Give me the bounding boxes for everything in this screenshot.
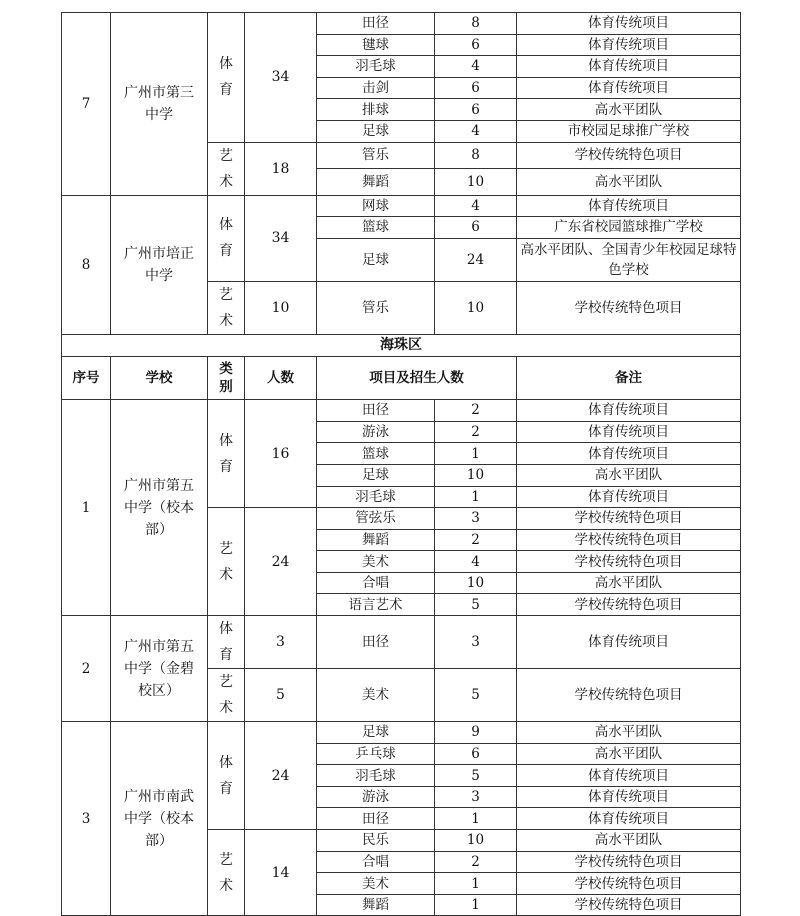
project-name: 美术 [317, 669, 435, 722]
project-note: 体育传统项目 [517, 616, 741, 669]
project-note: 体育传统项目 [517, 13, 741, 35]
project-count: 8 [435, 142, 517, 169]
project-count: 24 [435, 238, 517, 281]
project-note: 学校传统特色项目 [517, 873, 741, 895]
project-count: 10 [435, 572, 517, 594]
project-name: 羽毛球 [317, 56, 435, 78]
project-name: 游泳 [317, 786, 435, 808]
project-count: 5 [435, 765, 517, 787]
project-count: 8 [435, 13, 517, 35]
project-note: 学校传统特色项目 [517, 282, 741, 335]
project-name: 民乐 [317, 830, 435, 852]
header-category: 类别 [208, 356, 245, 399]
art-total: 5 [245, 669, 317, 722]
project-name: 田径 [317, 616, 435, 669]
project-name: 篮球 [317, 217, 435, 239]
category-pe: 体育 [208, 400, 245, 508]
category-art: 艺术 [208, 508, 245, 616]
project-note: 高水平团队 [517, 830, 741, 852]
project-note: 高水平团队 [517, 169, 741, 196]
project-note: 学校传统特色项目 [517, 894, 741, 916]
project-count: 5 [435, 594, 517, 616]
project-name: 足球 [317, 120, 435, 142]
project-name: 舞蹈 [317, 529, 435, 551]
project-note: 学校传统特色项目 [517, 142, 741, 169]
project-count: 2 [435, 400, 517, 422]
category-pe: 体育 [208, 13, 245, 143]
project-note: 学校传统特色项目 [517, 669, 741, 722]
project-note: 高水平团队 [517, 743, 741, 765]
seq-cell: 1 [62, 400, 111, 616]
project-count: 4 [435, 120, 517, 142]
category-pe: 体育 [208, 722, 245, 830]
school-name: 广州市第五中学（校本部） [111, 400, 208, 616]
pe-total: 34 [245, 195, 317, 282]
project-note: 体育传统项目 [517, 421, 741, 443]
project-note: 广东省校园篮球推广学校 [517, 217, 741, 239]
project-note: 高水平团队 [517, 464, 741, 486]
project-note: 体育传统项目 [517, 443, 741, 465]
art-total: 14 [245, 830, 317, 916]
project-name: 毽球 [317, 34, 435, 56]
project-count: 1 [435, 443, 517, 465]
project-name: 田径 [317, 808, 435, 830]
project-name: 足球 [317, 464, 435, 486]
project-count: 10 [435, 464, 517, 486]
project-note: 体育传统项目 [517, 486, 741, 508]
project-note: 体育传统项目 [517, 77, 741, 99]
header-count: 人数 [245, 356, 317, 399]
project-note: 体育传统项目 [517, 786, 741, 808]
project-name: 合唱 [317, 572, 435, 594]
pe-total: 16 [245, 400, 317, 508]
project-name: 管乐 [317, 142, 435, 169]
project-count: 9 [435, 722, 517, 744]
project-name: 击剑 [317, 77, 435, 99]
school-name: 广州市第三中学 [111, 13, 208, 196]
project-count: 6 [435, 743, 517, 765]
school-name: 广州市南武中学（校本部） [111, 722, 208, 916]
project-count: 3 [435, 508, 517, 530]
project-note: 高水平团队 [517, 722, 741, 744]
project-note: 学校传统特色项目 [517, 551, 741, 573]
project-note: 高水平团队 [517, 99, 741, 121]
project-count: 1 [435, 894, 517, 916]
project-name: 羽毛球 [317, 486, 435, 508]
school-name: 广州市第五中学（金碧校区） [111, 616, 208, 722]
project-name: 足球 [317, 722, 435, 744]
project-name: 乒乓球 [317, 743, 435, 765]
header-school: 学校 [111, 356, 208, 399]
project-name: 美术 [317, 873, 435, 895]
project-name: 舞蹈 [317, 169, 435, 196]
project-name: 管乐 [317, 282, 435, 335]
category-art: 艺术 [208, 669, 245, 722]
project-count: 3 [435, 616, 517, 669]
project-count: 1 [435, 486, 517, 508]
category-art: 艺术 [208, 142, 245, 195]
project-name: 羽毛球 [317, 765, 435, 787]
project-count: 2 [435, 529, 517, 551]
project-name: 合唱 [317, 851, 435, 873]
pe-total: 24 [245, 722, 317, 830]
project-count: 2 [435, 851, 517, 873]
project-count: 6 [435, 77, 517, 99]
project-count: 1 [435, 873, 517, 895]
project-note: 体育传统项目 [517, 56, 741, 78]
project-note: 学校传统特色项目 [517, 594, 741, 616]
project-count: 2 [435, 421, 517, 443]
project-count: 10 [435, 282, 517, 335]
category-pe: 体育 [208, 616, 245, 669]
project-name: 田径 [317, 400, 435, 422]
header-seq: 序号 [62, 356, 111, 399]
project-name: 篮球 [317, 443, 435, 465]
project-name: 田径 [317, 13, 435, 35]
project-count: 1 [435, 808, 517, 830]
project-name: 舞蹈 [317, 894, 435, 916]
project-name: 管弦乐 [317, 508, 435, 530]
project-name: 足球 [317, 238, 435, 281]
category-art: 艺术 [208, 282, 245, 335]
project-name: 语言艺术 [317, 594, 435, 616]
project-count: 10 [435, 830, 517, 852]
category-pe: 体育 [208, 195, 245, 282]
seq-cell: 7 [62, 13, 111, 196]
art-total: 10 [245, 282, 317, 335]
project-note: 高水平团队 [517, 572, 741, 594]
project-count: 4 [435, 195, 517, 217]
project-name: 游泳 [317, 421, 435, 443]
project-count: 5 [435, 669, 517, 722]
seq-cell: 3 [62, 722, 111, 916]
seq-cell: 8 [62, 195, 111, 335]
district-header: 海珠区 [62, 335, 741, 357]
project-count: 6 [435, 99, 517, 121]
project-count: 4 [435, 56, 517, 78]
school-name: 广州市培正中学 [111, 195, 208, 335]
project-count: 4 [435, 551, 517, 573]
project-name: 排球 [317, 99, 435, 121]
project-note: 体育传统项目 [517, 808, 741, 830]
project-count: 10 [435, 169, 517, 196]
seq-cell: 2 [62, 616, 111, 722]
pe-total: 3 [245, 616, 317, 669]
project-note: 学校传统特色项目 [517, 508, 741, 530]
category-art: 艺术 [208, 830, 245, 916]
project-note: 高水平团队、全国青少年校园足球特色学校 [517, 238, 741, 281]
project-note: 学校传统特色项目 [517, 851, 741, 873]
project-note: 体育传统项目 [517, 34, 741, 56]
project-name: 网球 [317, 195, 435, 217]
pe-total: 34 [245, 13, 317, 143]
project-note: 学校传统特色项目 [517, 529, 741, 551]
project-note: 市校园足球推广学校 [517, 120, 741, 142]
admission-table [61, 12, 741, 916]
project-note: 体育传统项目 [517, 400, 741, 422]
header-note: 备注 [517, 356, 741, 399]
art-total: 18 [245, 142, 317, 195]
project-count: 6 [435, 217, 517, 239]
project-note: 体育传统项目 [517, 195, 741, 217]
project-count: 6 [435, 34, 517, 56]
project-name: 美术 [317, 551, 435, 573]
header-project: 项目及招生人数 [317, 356, 517, 399]
art-total: 24 [245, 508, 317, 616]
project-note: 体育传统项目 [517, 765, 741, 787]
project-count: 3 [435, 786, 517, 808]
